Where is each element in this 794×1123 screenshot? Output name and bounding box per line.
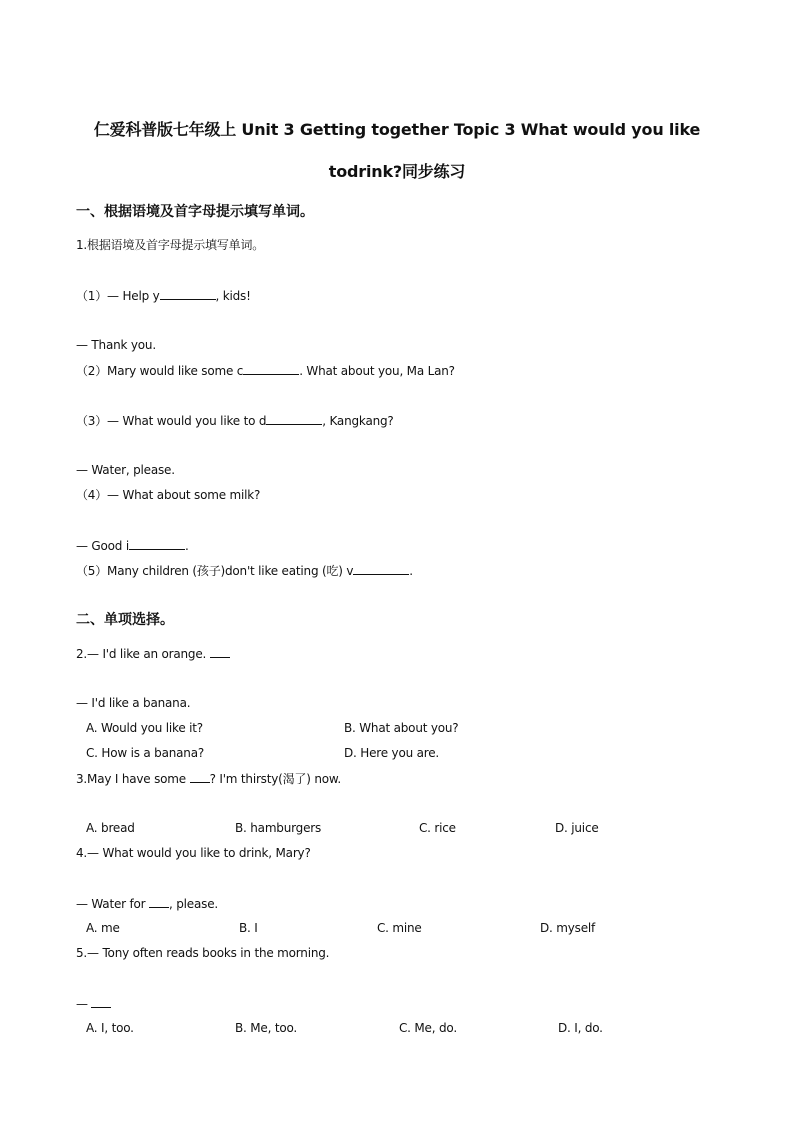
section-1-heading: 一、根据语境及首字母提示填写单词。 (76, 204, 314, 220)
question-1-label: 1.根据语境及首字母提示填写单词。 (76, 238, 265, 252)
question-4-stem: 4.— What would you like to drink, Mary? (76, 846, 311, 860)
q2-option-c[interactable]: C. How is a banana? (86, 746, 205, 760)
q2-option-d[interactable]: D. Here you are. (344, 746, 440, 760)
q5-option-d[interactable]: D. I, do. (558, 1021, 603, 1035)
answer-blank[interactable] (190, 770, 210, 783)
answer-blank[interactable] (266, 412, 322, 425)
question-2-stem: 2.— I'd like an orange. (76, 645, 230, 662)
q2-option-a[interactable]: A. Would you like it? (86, 721, 203, 735)
q1-item-4: （4）— What about some milk? (76, 488, 261, 502)
q5-option-a[interactable]: A. I, too. (86, 1021, 134, 1035)
q3-option-c[interactable]: C. rice (419, 821, 456, 835)
question-3-stem: 3.May I have some ? I'm thirsty(渴了) now. (76, 772, 341, 786)
answer-blank[interactable] (91, 995, 111, 1008)
q1-item-2: （2）Mary would like some c . What about you, Ma Lan? (76, 364, 455, 378)
question-2-reply: — I'd like a banana. (76, 696, 191, 710)
q4-option-b[interactable]: B. I (239, 921, 258, 935)
q1-item-5: （5）Many children (孩子)don't like eating (吃) v . (76, 564, 413, 578)
q5-option-c[interactable]: C. Me, do. (399, 1021, 457, 1035)
answer-blank[interactable] (353, 562, 409, 575)
q3-option-b[interactable]: B. hamburgers (235, 821, 322, 835)
q4-option-c[interactable]: C. mine (377, 921, 422, 935)
q3-option-a[interactable]: A. bread (86, 821, 135, 835)
q1-item-1-reply: — Thank you. (76, 338, 156, 352)
question-4-reply: — Water for , please. (76, 897, 218, 911)
q4-option-a[interactable]: A. me (86, 921, 120, 935)
answer-blank[interactable] (129, 537, 185, 550)
title-line-2: todrink?同步练习 (328, 162, 466, 181)
q5-option-b[interactable]: B. Me, too. (235, 1021, 298, 1035)
q1-item-3-reply: — Water, please. (76, 463, 175, 477)
q4-option-d[interactable]: D. myself (540, 921, 596, 935)
answer-blank[interactable] (149, 895, 169, 908)
section-2-heading: 二、单项选择。 (76, 612, 174, 628)
q2-option-b[interactable]: B. What about you? (344, 721, 459, 735)
question-5-stem: 5.— Tony often reads books in the morning. (76, 946, 330, 960)
q1-item-4-reply: — Good i . (76, 539, 189, 553)
q1-item-3: （3）— What would you like to d , Kangkang? (76, 414, 394, 428)
answer-blank[interactable] (210, 645, 230, 658)
question-5-reply: — (76, 995, 111, 1012)
answer-blank[interactable] (243, 362, 299, 375)
answer-blank[interactable] (160, 287, 216, 300)
q1-item-1: （1）— Help y , kids! (76, 289, 251, 303)
title-line-1: 仁爱科普版七年级上 Unit 3 Getting together Topic 3 What would you like (93, 120, 701, 139)
q3-option-d[interactable]: D. juice (555, 821, 599, 835)
